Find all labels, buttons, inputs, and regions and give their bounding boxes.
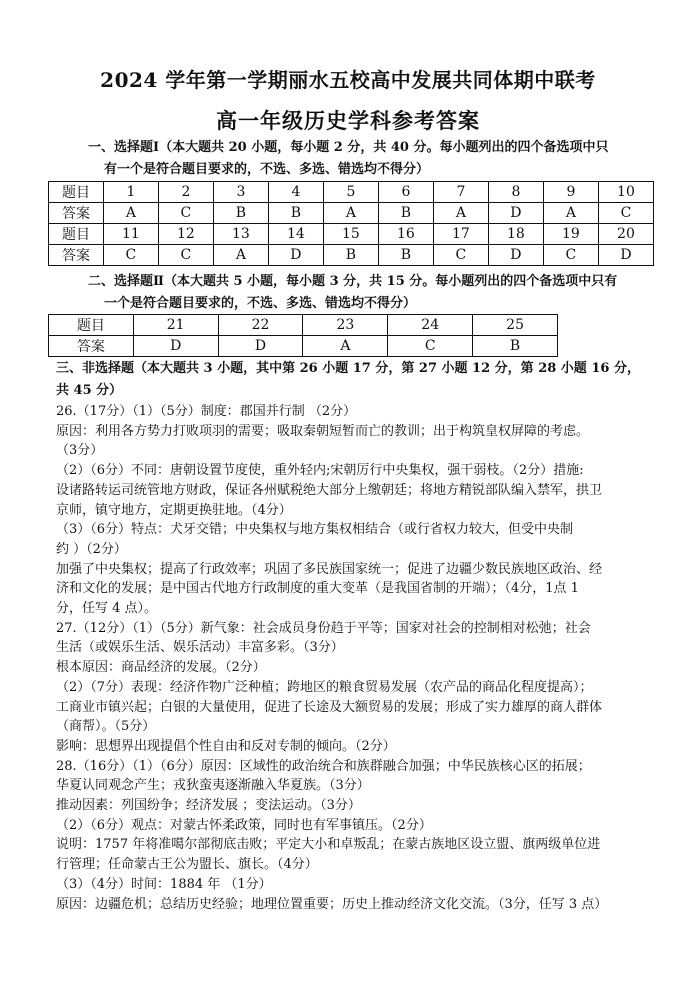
- answer-line: 京师，镇守地方，定期更换驻地。（4分）: [56, 502, 292, 518]
- table-cell: 11: [103, 224, 158, 245]
- table-cell: D: [598, 245, 653, 266]
- table-cell: B: [323, 245, 378, 266]
- table-cell: C: [158, 203, 213, 224]
- table-cell: 14: [268, 224, 323, 245]
- table-cell: 15: [323, 224, 378, 245]
- table-cell: C: [103, 245, 158, 266]
- row-label-question: 题目: [49, 182, 104, 203]
- answer-line: 原因：利用各方势力打败项羽的需要；吸取秦朝短暂而亡的教训；出于构筑皇权屏障的考虑。: [56, 423, 590, 439]
- section2-answer-table: [48, 314, 558, 357]
- answer-line: 推动因素：列国纷争；经济发展 ；变法运动。（3分）: [56, 798, 361, 814]
- answer-body: [56, 402, 646, 914]
- table-cell: 13: [213, 224, 268, 245]
- section1-line2: 有一个是符合题目要求的，不选、多选、错选均不得分）: [104, 162, 430, 177]
- answer-key-title: 高一年级历史学科参考答案: [216, 108, 480, 133]
- table-cell: A: [303, 336, 388, 357]
- table-cell: 10: [598, 182, 653, 203]
- answer-line: （2）（6分）观点：对蒙古怀柔政策，同时也有军事镇压。（2分）: [56, 817, 432, 833]
- table-cell: 19: [543, 224, 598, 245]
- section3-line1: 三、非选择题（本大题共 3 小题，其中第 26 小题 17 分，第 27 小题 12 分，第 28 小题 16 分，: [56, 361, 640, 376]
- table-cell: A: [433, 203, 488, 224]
- table-cell: D: [488, 203, 543, 224]
- answer-line: 根本原因：商品经济的发展。（2分）: [56, 660, 266, 676]
- table-cell: A: [103, 203, 158, 224]
- section1-answer-table: [48, 181, 654, 266]
- table-cell: B: [473, 336, 558, 357]
- table-cell: C: [598, 203, 653, 224]
- table-cell: 4: [268, 182, 323, 203]
- table-cell: 2: [158, 182, 213, 203]
- table-cell: A: [323, 203, 378, 224]
- table-cell: B: [213, 203, 268, 224]
- answer-line: 华夏认同观念产生；戎狄蛮夷逐渐融入华夏族。（3分）: [56, 778, 370, 794]
- table-row: [49, 245, 654, 266]
- answer-line: 生活（或娱乐生活、娱乐活动）丰富多彩。（3分）: [56, 640, 344, 656]
- exam-title: 2024 学年第一学期丽水五校高中发展共同体期中联考: [100, 68, 596, 92]
- table-cell: 6: [378, 182, 433, 203]
- table-cell: 7: [433, 182, 488, 203]
- answer-line: 26.（17分）（1）（5分）制度：郡国并行制 （2分）: [56, 404, 357, 419]
- answer-line: （2）（7分）表现：经济作物广泛种植；跨地区的粮食贸易发展（农产品的商品化程度提高）；: [56, 679, 593, 695]
- table-cell: 8: [488, 182, 543, 203]
- section3-line2: 共 45 分）: [56, 383, 123, 398]
- table-cell: 21: [133, 315, 218, 336]
- section3-heading: [56, 358, 646, 402]
- answer-line: 行管理；任命蒙古王公为盟长、旗长。（4分）: [56, 857, 318, 873]
- table-cell: B: [268, 203, 323, 224]
- answer-line: 27.（12分）（1）（5分）新气象：社会成员身份趋于平等；国家对社会的控制相对松弛；社会: [56, 620, 591, 636]
- table-cell: D: [488, 245, 543, 266]
- row-label-question: 题目: [49, 315, 134, 336]
- table-cell: 1: [103, 182, 158, 203]
- answer-line: （商帮）。（5分）: [56, 719, 156, 735]
- table-cell: 20: [598, 224, 653, 245]
- answer-line: 加强了中央集权；提高了行政效率；巩固了多民族国家统一；促进了边疆少数民族地区政治、经: [56, 561, 603, 577]
- table-cell: 23: [303, 315, 388, 336]
- table-cell: C: [158, 245, 213, 266]
- table-cell: A: [543, 203, 598, 224]
- table-cell: 25: [473, 315, 558, 336]
- row-label-question: 题目: [49, 224, 104, 245]
- table-cell: 22: [218, 315, 303, 336]
- table-row: [49, 336, 558, 357]
- table-cell: D: [268, 245, 323, 266]
- answer-line: 设诸路转运司统管地方财政，保证各州赋税绝大部分上缴朝廷；将地方精锐部队编入禁军，拱卫: [56, 482, 603, 498]
- table-cell: B: [378, 245, 433, 266]
- answer-line: （2）（6分）不同：唐朝设置节度使，重外轻内;宋朝厉行中央集权，强干弱枝。（2分）措施:: [56, 463, 584, 479]
- answer-line: 济和文化的发展；是中国古代地方行政制度的重大变革（是我国省制的开端）；（4分，1点 1: [56, 581, 579, 597]
- table-cell: 24: [388, 315, 473, 336]
- table-cell: 3: [213, 182, 268, 203]
- table-cell: 16: [378, 224, 433, 245]
- table-row: [49, 182, 654, 203]
- table-cell: 5: [323, 182, 378, 203]
- answer-line: （3）（4分）时间：1884 年 （1分）: [56, 876, 272, 892]
- table-cell: C: [388, 336, 473, 357]
- answer-line: 28.（16分）（1）（6分）原因：区域性的政治统合和族群融合加强；中华民族核心区的拓展；: [56, 758, 591, 774]
- table-cell: C: [433, 245, 488, 266]
- section1-heading: [88, 137, 648, 181]
- table-row: [49, 203, 654, 224]
- answer-line: 约 ）（2分）: [56, 541, 127, 557]
- table-cell: 18: [488, 224, 543, 245]
- row-label-answer: 答案: [49, 203, 104, 224]
- section2-line2: 一个是符合题目要求的，不选、多选、错选均不得分）: [104, 296, 417, 311]
- answer-line: 说明：1757 年将准噶尔部彻底击败；平定大小和卓叛乱；在蒙古族地区设立盟、旗两级单位进: [56, 837, 601, 853]
- row-label-answer: 答案: [49, 336, 134, 357]
- answer-line: 分，任写 4 点）。: [56, 601, 158, 617]
- table-cell: 17: [433, 224, 488, 245]
- table-cell: D: [133, 336, 218, 357]
- section2-line1: 二、选择题Ⅱ（本大题共 5 小题，每小题 3 分，共 15 分。每小题列出的四个备选项中只有: [88, 274, 618, 289]
- section1-line1: 一、选择题Ⅰ（本大题共 20 小题，每小题 2 分，共 40 分。每小题列出的四个备选项中只: [88, 140, 609, 155]
- answer-line: 原因：边疆危机；总结历史经验；地理位置重要；历史上推动经济文化交流。（3分，任写 3 点）: [56, 896, 608, 912]
- table-cell: A: [213, 245, 268, 266]
- section2-heading: [88, 271, 648, 315]
- table-row: [49, 224, 654, 245]
- answer-line: 工商业市镇兴起；白银的大量使用，促进了长途及大额贸易的发展；形成了实力雄厚的商人群体: [56, 699, 603, 715]
- table-cell: 9: [543, 182, 598, 203]
- answer-line: 影响：思想界出现提倡个性自由和反对专制的倾向。（2分）: [56, 738, 396, 754]
- table-cell: B: [378, 203, 433, 224]
- table-cell: 12: [158, 224, 213, 245]
- table-cell: C: [543, 245, 598, 266]
- answer-line: （3分）: [56, 443, 104, 459]
- table-row: [49, 315, 558, 336]
- table-cell: D: [218, 336, 303, 357]
- row-label-answer: 答案: [49, 245, 104, 266]
- answer-line: （3）（6分）特点：犬牙交错；中央集权与地方集权相结合（或行省权力较大，但受中央制: [56, 522, 574, 538]
